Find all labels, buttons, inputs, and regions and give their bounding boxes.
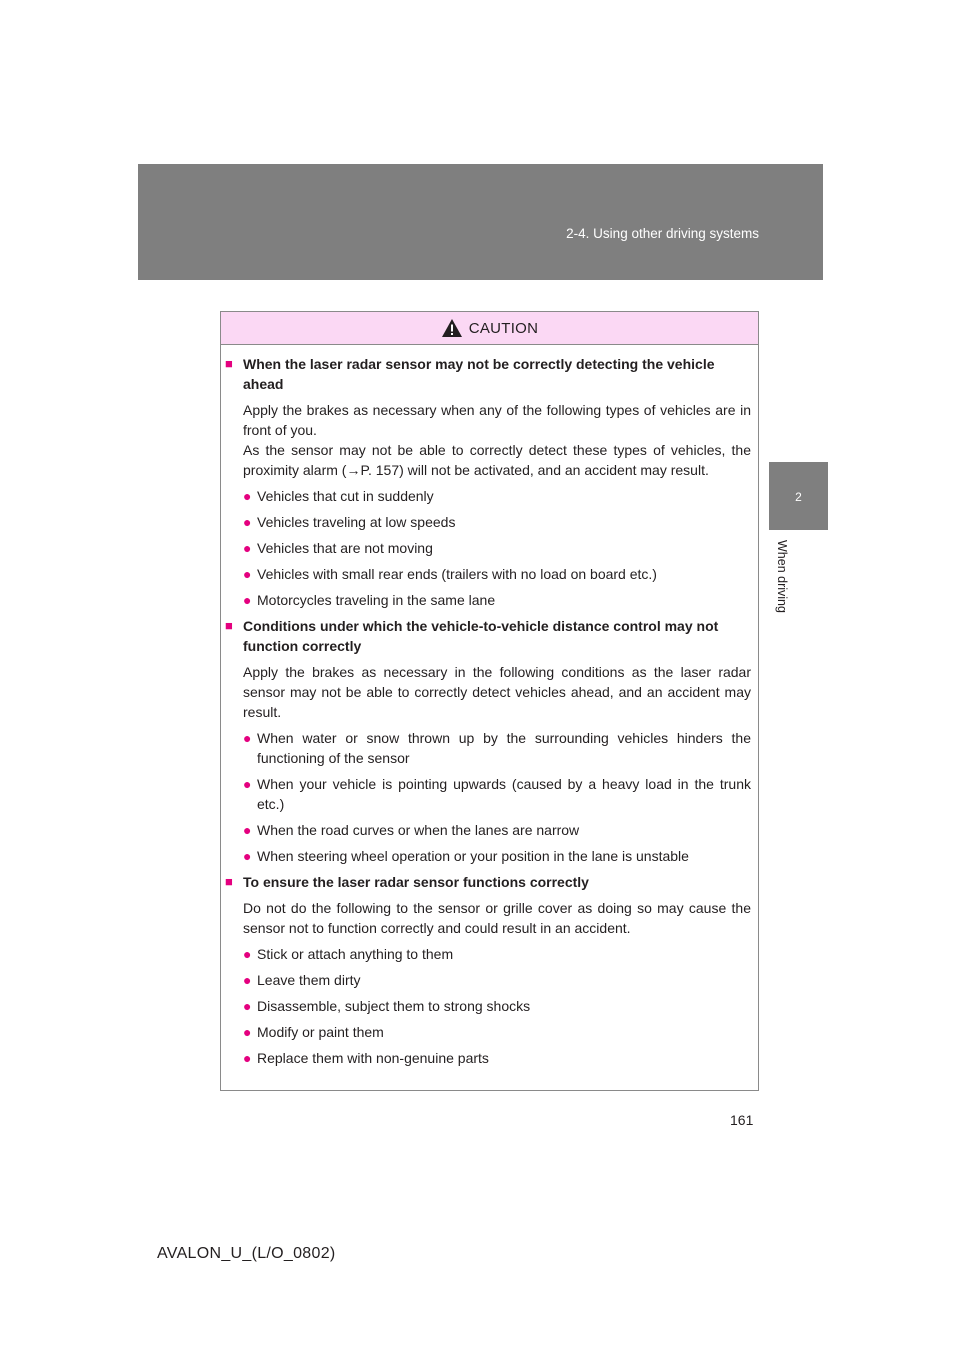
- list-item: ● Leave them dirty: [243, 972, 361, 988]
- dot-bullet-icon: ●: [243, 592, 252, 608]
- dot-bullet-icon: ●: [243, 1050, 252, 1066]
- dot-bullet-icon: ●: [243, 998, 252, 1014]
- caution-header: [221, 312, 758, 345]
- section-paragraph: Apply the brakes as necessary in the following conditions as the laser radar sensor may not be able to correctly detect vehicles ahead, and an accident may result.: [243, 664, 751, 720]
- section-heading: ■ When the laser radar sensor may not be correctly detecting the vehicle ahead: [225, 356, 715, 392]
- list-item: ● Vehicles that cut in suddenly: [243, 488, 434, 504]
- list-item: ● When water or snow thrown up by the surrounding vehicles hinders the functioning of the sensor: [243, 730, 751, 766]
- square-bullet-icon: ■: [225, 356, 233, 371]
- list-item: ● Vehicles that are not moving: [243, 540, 433, 556]
- list-item: ● When your vehicle is pointing upwards (caused by a heavy load in the trunk etc.): [243, 776, 751, 812]
- chapter-header-band: [138, 164, 823, 280]
- section-heading: ■ To ensure the laser radar sensor functions correctly: [225, 874, 589, 890]
- dot-bullet-icon: ●: [243, 776, 252, 792]
- dot-bullet-icon: ●: [243, 1024, 252, 1040]
- section-paragraph: Apply the brakes as necessary when any of the following types of vehicles are in front of you.: [243, 402, 751, 438]
- page-number: 161: [730, 1112, 754, 1128]
- dot-bullet-icon: ●: [243, 540, 252, 556]
- chapter-number: 2: [795, 490, 802, 504]
- list-item: ● Motorcycles traveling in the same lane: [243, 592, 496, 608]
- list-item: ● Vehicles traveling at low speeds: [243, 514, 456, 530]
- document-code: AVALON_U_(L/O_0802): [157, 1245, 336, 1262]
- list-item: ● When the road curves or when the lanes are narrow: [243, 822, 580, 838]
- dot-bullet-icon: ●: [243, 514, 252, 530]
- dot-bullet-icon: ●: [243, 488, 252, 504]
- dot-bullet-icon: ●: [243, 946, 252, 962]
- chapter-tab: [769, 462, 828, 530]
- chapter-label: When driving: [775, 540, 789, 613]
- dot-bullet-icon: ●: [243, 822, 252, 838]
- list-item: ● Replace them with non-genuine parts: [243, 1050, 489, 1066]
- list-item: ● Stick or attach anything to them: [243, 946, 454, 962]
- warning-triangle-icon: [441, 318, 463, 338]
- section-heading: ■ Conditions under which the vehicle-to-vehicle distance control may not function correctly: [225, 618, 719, 654]
- list-item: ● Disassemble, subject them to strong shocks: [243, 998, 531, 1014]
- square-bullet-icon: ■: [225, 618, 233, 633]
- section-title: 2-4. Using other driving systems: [566, 226, 759, 241]
- dot-bullet-icon: ●: [243, 972, 252, 988]
- section-paragraph: Do not do the following to the sensor or grille cover as doing so may cause the sensor not to function correctly and could result in an accident.: [243, 900, 751, 936]
- dot-bullet-icon: ●: [243, 566, 252, 582]
- list-item: ● When steering wheel operation or your position in the lane is unstable: [243, 848, 689, 864]
- square-bullet-icon: ■: [225, 874, 233, 889]
- list-item: ● Modify or paint them: [243, 1024, 384, 1040]
- caution-title: CAUTION: [468, 319, 539, 337]
- caution-body: [221, 345, 758, 1068]
- dot-bullet-icon: ●: [243, 730, 252, 746]
- caution-box: [220, 311, 759, 1091]
- dot-bullet-icon: ●: [243, 848, 252, 864]
- section-paragraph: As the sensor may not be able to correctly detect these types of vehicles, the proximity alarm (→P. 157) will not be activated, and an accident may result.: [243, 442, 751, 478]
- list-item: ● Vehicles with small rear ends (trailers with no load on board etc.): [243, 566, 657, 582]
